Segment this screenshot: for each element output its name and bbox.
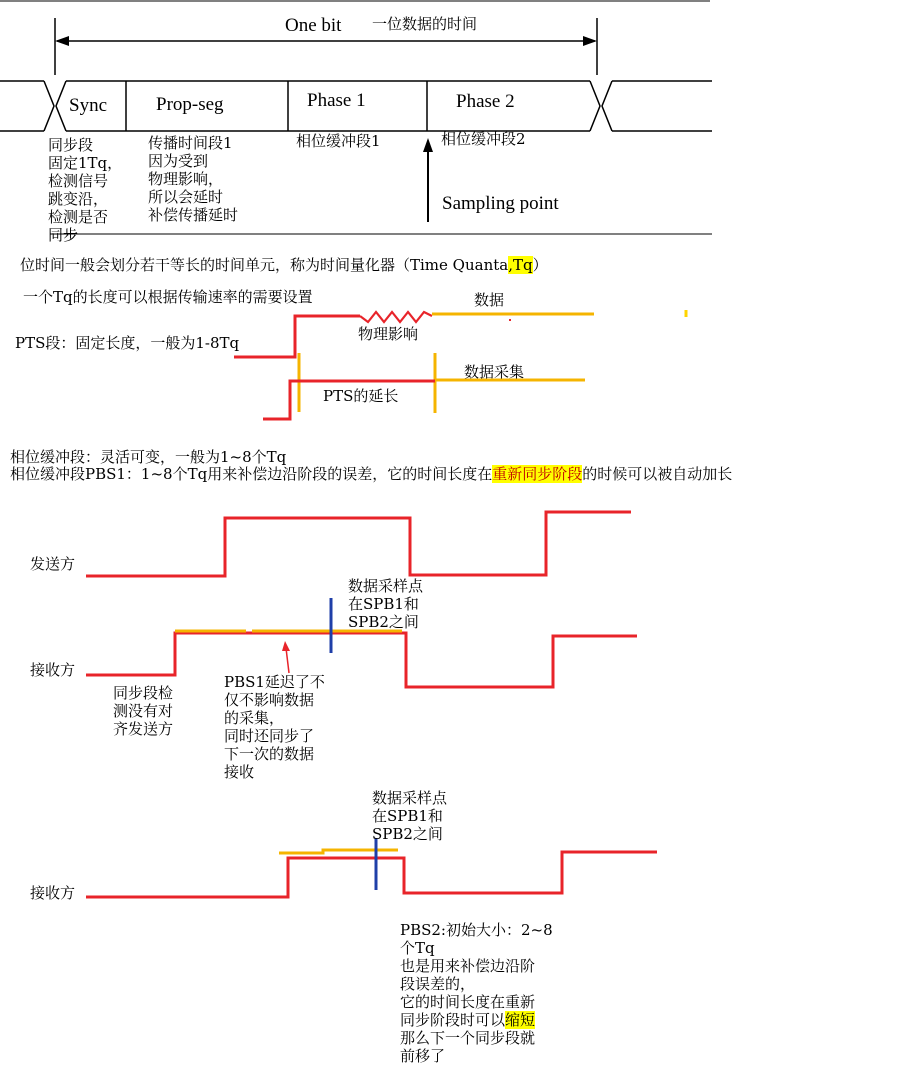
pbs2-note-shorten [400, 1012, 535, 1029]
sync-detect-note: 测没有对 [113, 702, 174, 720]
tq-line-part-b: ） [532, 256, 548, 274]
sample-note: 数据采样点 [372, 789, 448, 807]
one-bit-label: One bit [285, 15, 342, 36]
sync-note: 同步 [48, 226, 79, 244]
prop-note: 因为受到 [148, 152, 209, 170]
phase1-note: 相位缓冲段1 [296, 132, 381, 150]
pbs2-note: 那么下一个同步段就 [400, 1029, 536, 1047]
phase2-note: 相位缓冲段2 [441, 130, 526, 148]
sync-note: 跳变沿， [48, 190, 109, 208]
tq-length-line: 一个Tq的长度可以根据传输速率的需要设置 [23, 288, 313, 306]
prop-note: 传播时间段1 [148, 134, 233, 152]
pbs2-note: 前移了 [400, 1047, 446, 1065]
phase-seg-line: 相位缓冲段：灵活可变，一般为1~8个Tq [10, 448, 287, 466]
pbs1-note: 的采集， [224, 709, 285, 727]
segment-phase-2: Phase 2 [456, 91, 515, 112]
sync-note: 同步段 [48, 136, 94, 154]
pbs2-note: 段误差的， [400, 975, 476, 993]
sampling-arrow-head [423, 138, 433, 152]
sender-waveform [86, 512, 631, 576]
pbs1-note: 接收 [224, 763, 255, 781]
data-sampling-label: 数据采集 [464, 363, 525, 381]
receiver-waveform-2 [86, 838, 657, 897]
arrow-right-head [583, 36, 597, 46]
segment-sync: Sync [69, 95, 107, 116]
pbs1-line-part-b: 的时候可以被自动加长 [582, 465, 733, 483]
pbs1-line-highlight: 重新同步阶段 [492, 465, 583, 483]
pbs1-line [10, 466, 732, 483]
pbs2-note: 也是用来补偿边沿阶 [400, 957, 536, 975]
sync-note: 检测信号 [48, 172, 109, 190]
pbs1-line-part-a: 相位缓冲段PBS1：1~8个Tq用来补偿边沿阶段的误差，它的时间长度在 [10, 465, 493, 483]
tq-line-part-a: 位时间一般会划分若干等长的时间单元，称为时间量化器（Time Quanta [20, 256, 509, 274]
data-label: 数据 [474, 291, 505, 309]
pbs2-note: PBS2:初始大小：2~8 [400, 921, 553, 939]
arrow-left-head [55, 36, 69, 46]
pbs2-note: 个Tq [400, 939, 435, 957]
sample-note: SPB2之间 [372, 825, 443, 843]
one-bit-cn-label: 一位数据的时间 [372, 15, 478, 33]
sample-note: 在SPB1和 [348, 595, 419, 613]
sampling-point-label: Sampling point [442, 193, 559, 214]
pbs1-note: 同时还同步了 [224, 727, 315, 745]
prop-note: 所以会延时 [148, 188, 224, 206]
pbs1-note: PBS1延迟了不 [224, 673, 325, 691]
pbs2-note: 它的时间长度在重新 [400, 993, 536, 1011]
sender-label: 发送方 [30, 555, 76, 573]
sync-note: 检测是否 [48, 208, 109, 226]
pbs2-note-part-a: 同步阶段时可以 [400, 1011, 506, 1029]
prop-note: 物理影响， [148, 170, 224, 188]
pbs1-note: 仅不影响数据 [224, 691, 315, 709]
pbs1-note: 下一次的数据 [224, 745, 315, 763]
sync-note: 固定1Tq， [48, 154, 123, 172]
tq-definition-line [20, 257, 548, 274]
sync-detect-note: 齐发送方 [113, 720, 174, 738]
pts-waveform [234, 310, 686, 419]
sample-note: SPB2之间 [348, 613, 419, 631]
sync-detect-note: 同步段检 [113, 684, 174, 702]
segment-prop-seg: Prop-seg [156, 94, 224, 115]
receiver-label-2: 接收方 [30, 884, 76, 902]
sample-note: 数据采样点 [348, 577, 424, 595]
sample-note: 在SPB1和 [372, 807, 443, 825]
receiver-label: 接收方 [30, 661, 76, 679]
segment-phase-1: Phase 1 [307, 90, 366, 111]
pts-label: PTS段：固定长度，一般为1-8Tq [15, 334, 240, 352]
physical-effect-label: 物理影响 [358, 325, 419, 343]
pbs2-note-highlight: 缩短 [505, 1011, 536, 1029]
pts-extension-label: PTS的延长 [323, 387, 399, 405]
tq-line-highlight: ,Tq [508, 256, 533, 274]
prop-note: 补偿传播延时 [148, 206, 239, 224]
